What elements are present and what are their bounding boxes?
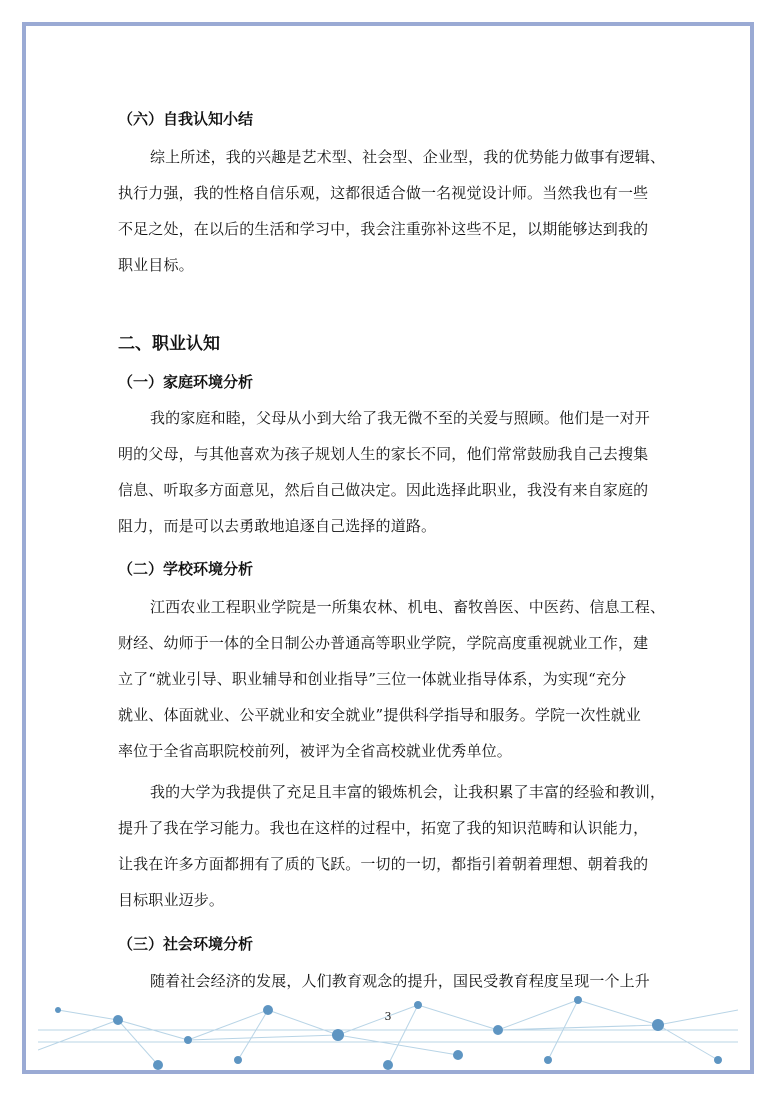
text-line: 率位于全省高职院校前列，被评为全省高校就业优秀单位。 [118,742,512,760]
text-line: 综上所述，我的兴趣是艺术型、社会型、企业型，我的优势能力做事有逻辑、 [150,148,666,166]
chapter-heading-career-cognition: 二、职业认知 [118,334,220,354]
text-line: 职业目标。 [118,256,194,274]
section-heading-self-summary: （六）自我认知小结 [118,110,254,128]
text-line: 财经、幼师于一体的全日制公办普通高等职业学院，学院高度重视就业工作，建 [118,634,649,652]
text-line: 就业、体面就业、公平就业和安全就业”提供科学指导和服务。学院一次性就业 [118,706,641,724]
text-line: 信息、听取多方面意见，然后自己做决定。因此选择此职业，我没有来自家庭的 [118,481,649,499]
text-line: 随着社会经济的发展，人们教育观念的提升，国民受教育程度呈现一个上升 [150,972,650,990]
section-heading-family: （一）家庭环境分析 [118,373,254,391]
text-line: 执行力强，我的性格自信乐观，这都很适合做一名视觉设计师。当然我也有一些 [118,184,649,202]
network-decoration [38,980,738,1070]
text-line: 我的家庭和睦，父母从小到大给了我无微不至的关爱与照顾。他们是一对开 [150,409,650,427]
text-line: 立了“就业引导、职业辅导和创业指导”三位一体就业指导体系，为实现“充分 [118,670,627,688]
page-frame [22,22,754,1074]
page-number: 3 [384,1010,392,1023]
text-line: 明的父母，与其他喜欢为孩子规划人生的家长不同，他们常常鼓励我自己去搜集 [118,445,649,463]
text-line: 江西农业工程职业学院是一所集农林、机电、畜牧兽医、中医药、信息工程、 [150,598,666,616]
text-line: 提升了我在学习能力。我也在这样的过程中，拓宽了我的知识范畴和认识能力， [118,819,649,837]
section-heading-society: （三）社会环境分析 [118,935,254,953]
text-line: 目标职业迈步。 [118,891,225,909]
text-line: 我的大学为我提供了充足且丰富的锻炼机会，让我积累了丰富的经验和教训， [150,783,666,801]
text-line: 不足之处，在以后的生活和学习中，我会注重弥补这些不足，以期能够达到我的 [118,220,649,238]
text-line: 让我在许多方面都拥有了质的飞跃。一切的一切，都指引着朝着理想、朝着我的 [118,855,649,873]
text-line: 阻力，而是可以去勇敢地追逐自己选择的道路。 [118,517,437,535]
section-heading-school: （二）学校环境分析 [118,560,254,578]
